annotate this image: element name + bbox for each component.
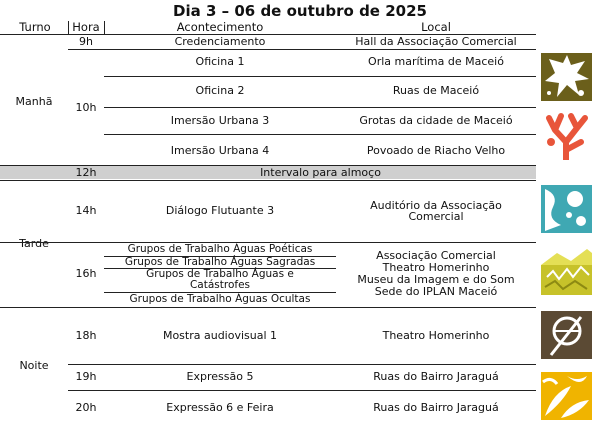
hora-9h: 9h [79, 35, 93, 48]
section-divider [0, 307, 536, 308]
event-imersao-3: Imersão Urbana 3 [170, 114, 270, 127]
event-expressao-6: Expressão 6 e Feira [166, 401, 274, 414]
turno-tarde: Tarde [19, 237, 49, 250]
turno-manha: Manhã [15, 95, 53, 108]
column-separator [104, 21, 105, 35]
local-auditorio-l2: Comercial [408, 210, 464, 223]
local-riacho-velho: Povoado de Riacho Velho [366, 144, 506, 157]
turno-noite: Noite [19, 359, 49, 372]
hora-12h: 12h [75, 166, 97, 179]
header-acontecimento: Acontecimento [176, 20, 264, 34]
local-auditorio-l1: Auditório da Associação [370, 199, 502, 212]
local-16h-l2: Theatro Homerinho [382, 261, 490, 274]
row-divider [68, 49, 536, 50]
hora-20h: 20h [75, 401, 97, 414]
row-divider [104, 134, 536, 135]
teal-abstract-art [541, 185, 592, 233]
event-intervalo: Intervalo para almoço [260, 166, 381, 179]
grupo-aguas-catastrofes-l2: Catástrofes [189, 279, 251, 291]
local-16h-l4: Sede do IPLAN Maceió [374, 285, 498, 298]
event-imersao-4: Imersão Urbana 4 [170, 144, 270, 157]
hora-10h: 10h [75, 101, 97, 114]
section-divider [0, 180, 536, 181]
local-16h-l3: Museu da Imagem e do Som [357, 273, 515, 286]
event-mostra-1: Mostra audiovisual 1 [162, 329, 278, 342]
local-grotas: Grotas da cidade de Maceió [359, 114, 513, 127]
event-oficina-2: Oficina 2 [195, 84, 245, 97]
event-credenciamento: Credenciamento [174, 35, 266, 48]
local-theatro: Theatro Homerinho [382, 329, 490, 342]
gold-leaf-art [541, 372, 592, 420]
grupo-aguas-sagradas: Grupos de Trabalho Águas Sagradas [124, 256, 316, 268]
hora-19h: 19h [75, 370, 97, 383]
local-16h-l1: Associação Comercial [376, 249, 496, 262]
column-separator [68, 21, 69, 35]
event-expressao-5: Expressão 5 [186, 370, 254, 383]
local-jaragua-1: Ruas do Bairro Jaraguá [373, 370, 499, 383]
header-turno: Turno [19, 20, 51, 34]
event-oficina-1: Oficina 1 [195, 55, 245, 68]
local-orla: Orla marítima de Maceió [368, 55, 504, 68]
page-title: Dia 3 – 06 de outubro de 2025 [173, 2, 427, 20]
hora-14h: 14h [75, 204, 97, 217]
event-dialogo-3: Diálogo Flutuante 3 [165, 204, 275, 217]
local-hall: Hall da Associação Comercial [355, 35, 517, 48]
grupo-aguas-ocultas: Grupos de Trabalho Águas Ocultas [129, 293, 311, 305]
coral-coral-art [541, 112, 592, 160]
olive-splash-art [541, 53, 592, 101]
row-divider [68, 390, 536, 391]
hora-16h: 16h [75, 267, 97, 280]
local-ruas-maceio: Ruas de Maceió [392, 84, 480, 97]
row-divider [68, 364, 536, 365]
header-local: Local [421, 20, 451, 34]
sepia-figure-art [541, 311, 592, 359]
row-divider [104, 76, 536, 77]
local-jaragua-2: Ruas do Bairro Jaraguá [373, 401, 499, 414]
lime-pattern-art [541, 247, 592, 295]
grupo-aguas-catastrofes-l1: Grupos de Trabalho Águas e [146, 268, 294, 280]
hora-18h: 18h [75, 329, 97, 342]
grupo-aguas-poeticas: Grupos de Trabalho Águas Poéticas [127, 243, 313, 255]
row-divider [104, 107, 536, 108]
header-hora: Hora [72, 20, 100, 34]
